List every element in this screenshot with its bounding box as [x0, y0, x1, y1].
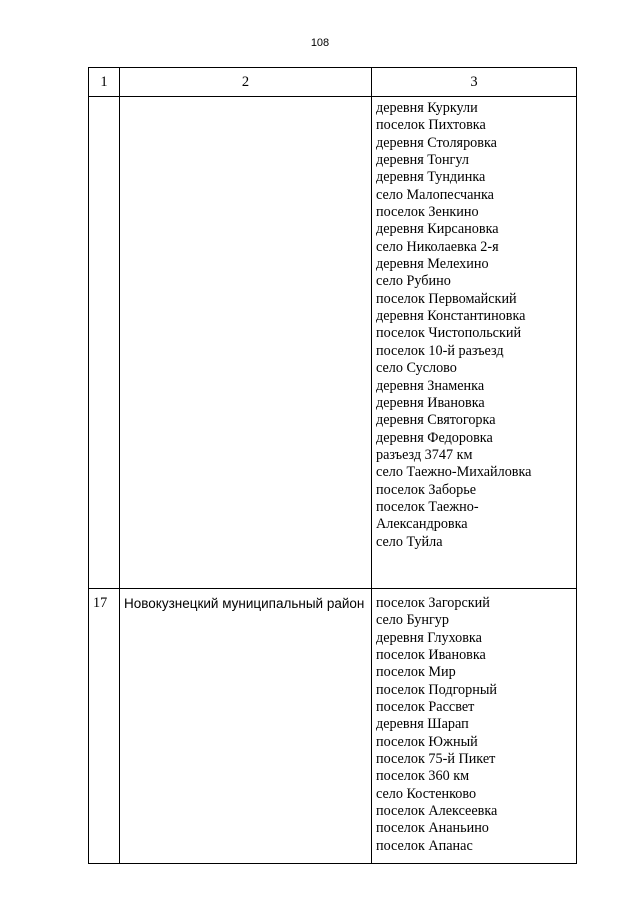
- settlement-item: поселок Южный: [376, 733, 478, 750]
- settlement-item: поселок Загорский: [376, 595, 490, 611]
- settlement-item: поселок Чистопольский: [376, 325, 522, 342]
- settlements-table: [88, 67, 577, 864]
- header-col-3: 3: [372, 68, 577, 97]
- settlement-item: деревня Шарап: [376, 716, 469, 733]
- settlement-item: село Малопесчанка: [376, 186, 494, 203]
- settlement-item: село Николаевка 2-я: [376, 238, 499, 255]
- settlement-item: деревня Знаменка: [376, 377, 485, 394]
- settlement-item: деревня Тундинка: [376, 169, 486, 186]
- settlement-item: село Рубино: [376, 273, 451, 290]
- settlement-item: деревня Куркули: [376, 100, 478, 116]
- settlement-item: поселок Пихтовка: [376, 117, 486, 134]
- district-name: [120, 97, 372, 589]
- settlement-item: село Суслово: [376, 360, 457, 377]
- settlement-list: [376, 100, 572, 551]
- settlement-item: деревня Святогорка: [376, 412, 496, 429]
- settlement-item: поселок Мир: [376, 664, 456, 681]
- settlement-item: деревня Тонгул: [376, 152, 469, 169]
- settlement-item: село Туйла: [376, 533, 443, 550]
- settlement-item: поселок Таежно-: [376, 498, 479, 515]
- row-number: 17: [89, 589, 120, 864]
- settlement-item: село Костенково: [376, 785, 477, 802]
- page-number: 108: [310, 37, 330, 49]
- header-col-1: 1: [89, 68, 120, 97]
- settlement-item: деревня Кирсановка: [376, 221, 499, 238]
- header-col-2: 2: [120, 68, 372, 97]
- settlement-item: поселок Ананьино: [376, 820, 489, 837]
- settlement-item: поселок 360 км: [376, 768, 470, 785]
- table-header-row: [89, 68, 577, 97]
- settlement-list: [376, 595, 572, 855]
- settlement-item: поселок 75-й Пикет: [376, 751, 496, 768]
- district-name: Новокузнецкий муниципальный район: [120, 589, 372, 864]
- settlement-item: поселок Ивановка: [376, 647, 486, 664]
- table-row: [89, 97, 577, 589]
- settlement-item: поселок Первомайский: [376, 290, 517, 307]
- settlement-item: поселок Рассвет: [376, 699, 475, 716]
- settlement-item: село Бунгур: [376, 612, 449, 629]
- settlement-item: село Таежно-Михайловка: [376, 464, 532, 481]
- settlement-item: деревня Глуховка: [376, 629, 482, 646]
- settlement-item: деревня Мелехино: [376, 256, 489, 273]
- settlement-item: поселок Заборье: [376, 481, 476, 498]
- settlements-cell: [372, 589, 577, 864]
- settlement-item: поселок 10-й разъезд: [376, 342, 504, 359]
- row-number: [89, 97, 120, 589]
- settlement-item: поселок Подгорный: [376, 681, 497, 698]
- settlement-item: Александровка: [376, 516, 468, 533]
- settlements-cell: [372, 97, 577, 589]
- settlement-item: деревня Федоровка: [376, 429, 493, 446]
- settlement-item: поселок Алексеевка: [376, 803, 498, 820]
- settlement-item: деревня Столяровка: [376, 134, 497, 151]
- settlement-item: поселок Зенкино: [376, 204, 479, 221]
- settlement-item: поселок Апанас: [376, 837, 473, 854]
- settlement-item: деревня Константиновка: [376, 308, 526, 325]
- settlement-item: разъезд 3747 км: [376, 446, 473, 463]
- settlement-item: деревня Ивановка: [376, 394, 485, 411]
- table-row: [89, 589, 577, 864]
